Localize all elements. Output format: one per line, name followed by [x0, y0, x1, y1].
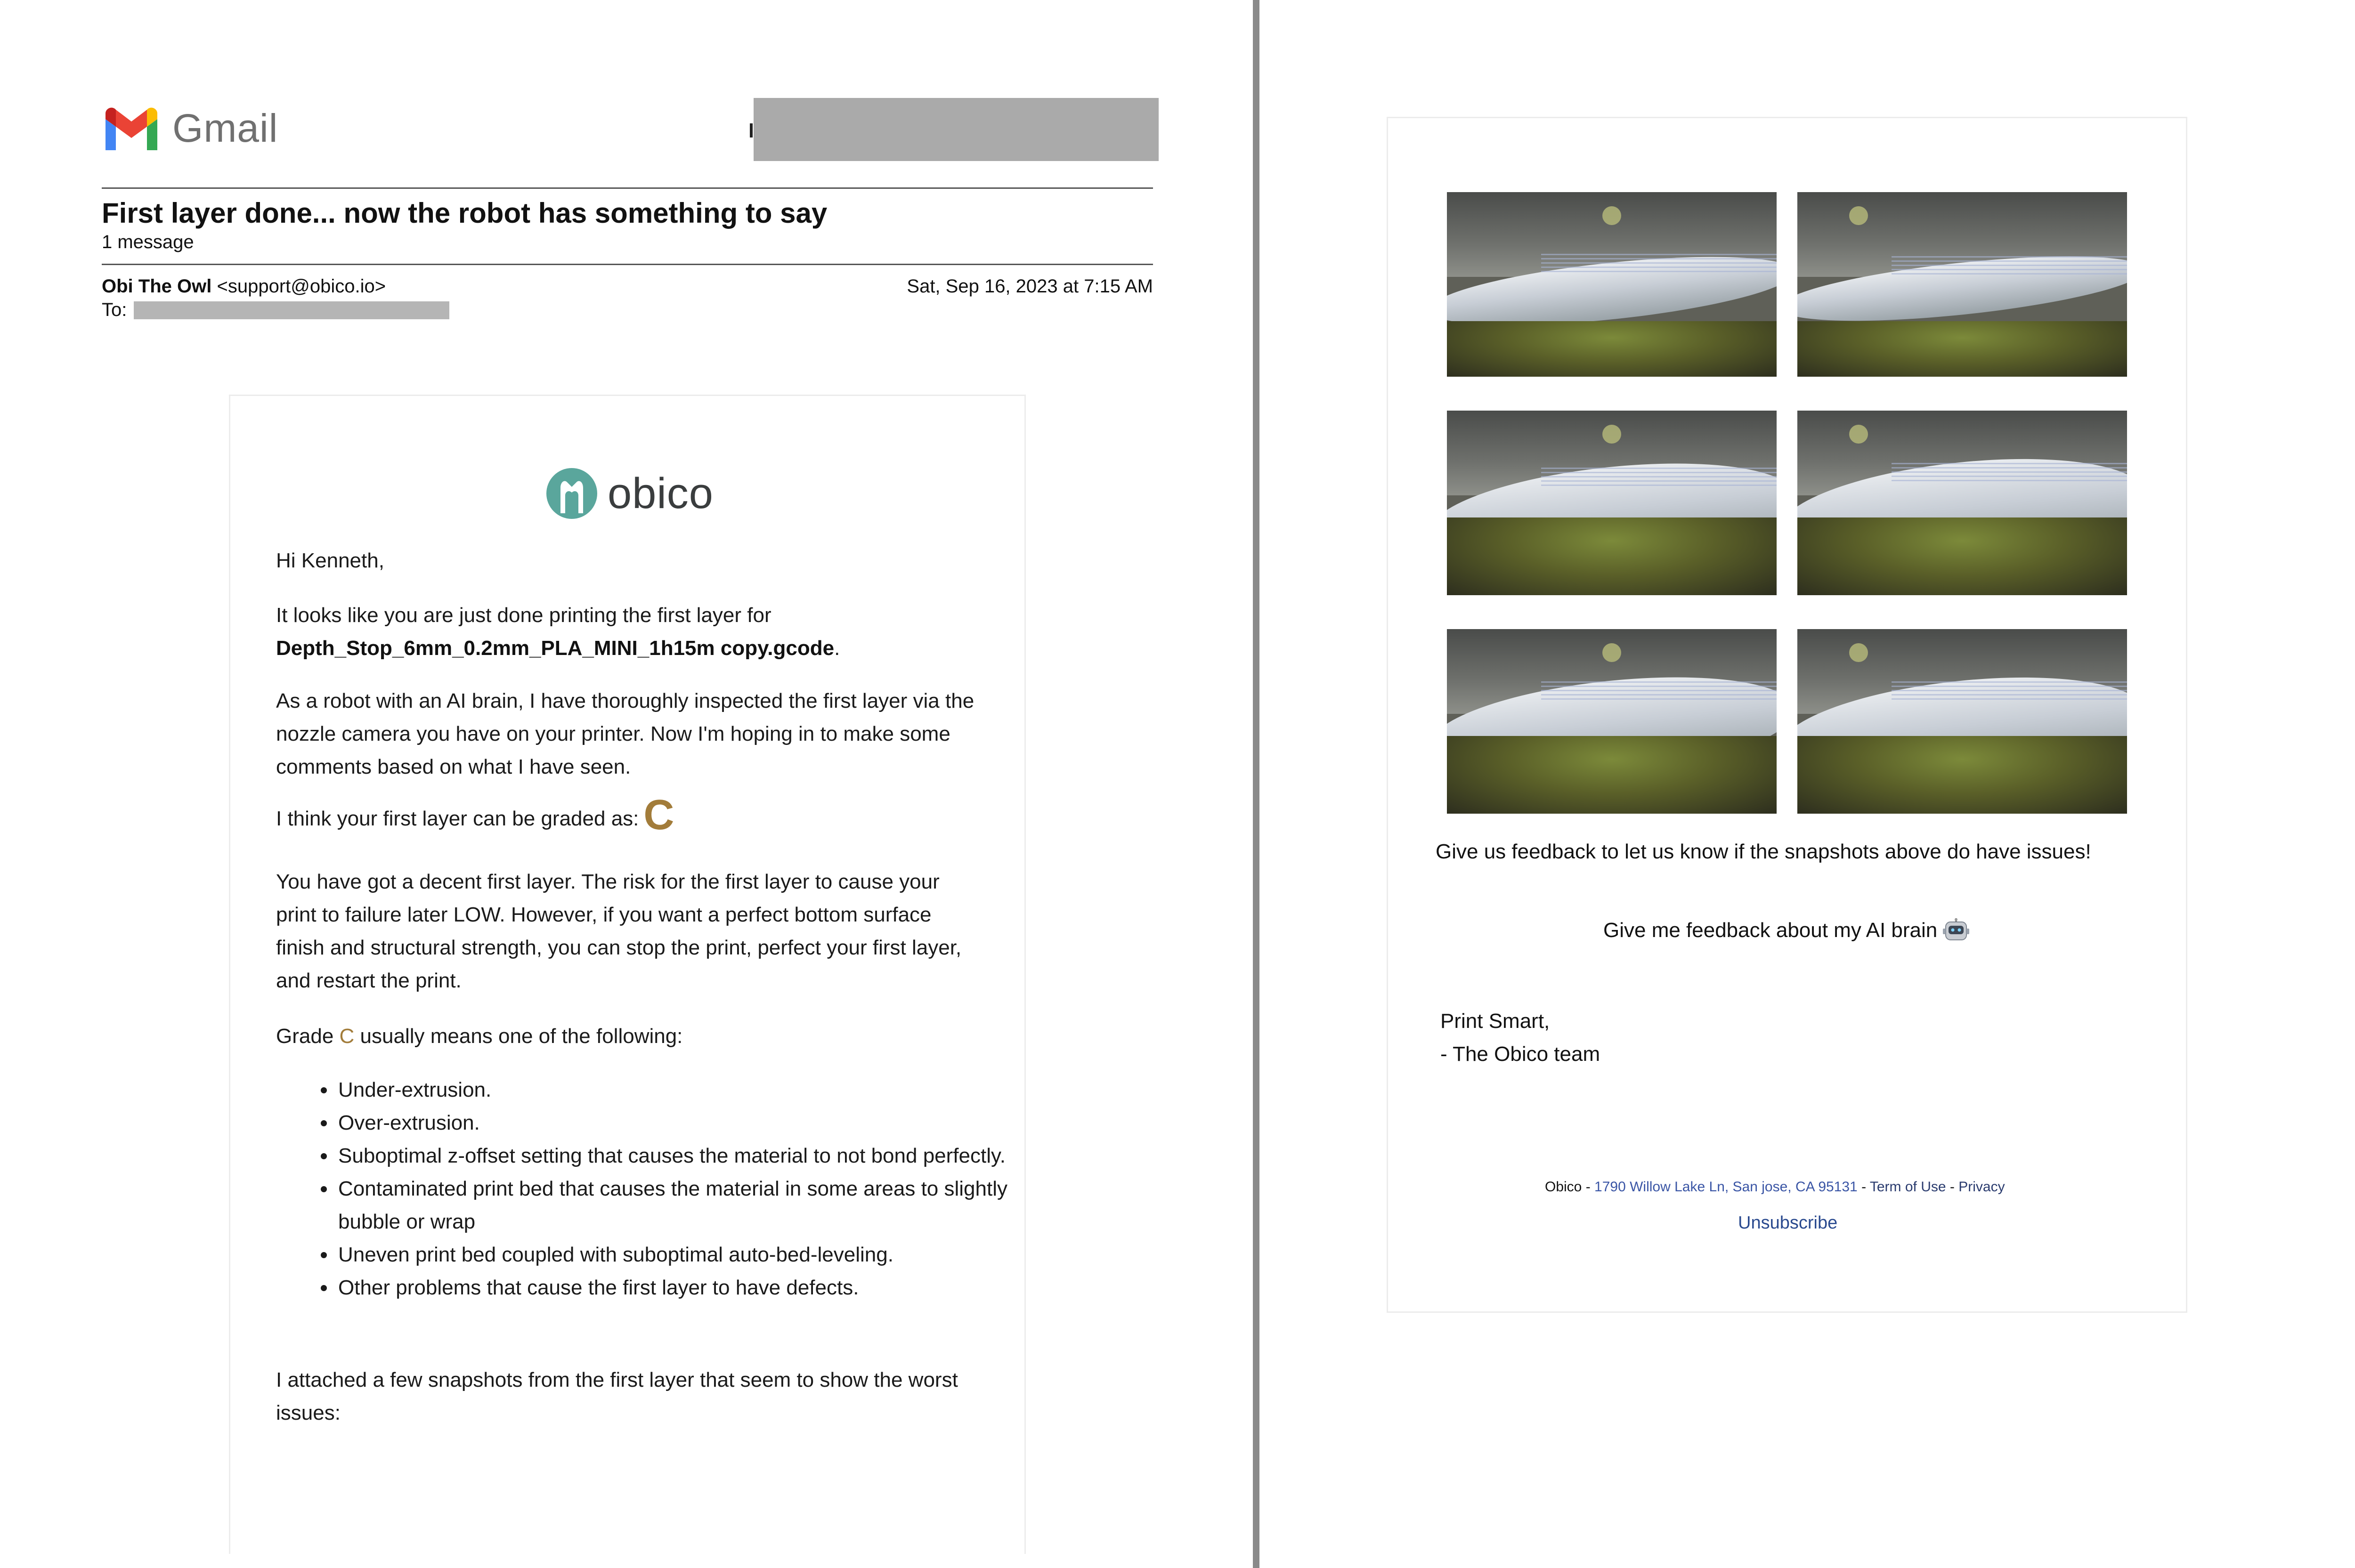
list-item: • Suboptimal z-offset setting that causes the material to not bond perfectly. — [336, 1140, 1043, 1172]
intro-text: It looks like you are just done printing the first layer for — [276, 604, 771, 627]
ai-feedback-link[interactable] — [1603, 918, 1969, 943]
snapshot-image[interactable] — [1797, 411, 2127, 595]
snapshot-image[interactable] — [1447, 629, 1777, 814]
footer-address-link[interactable]: 1790 Willow Lake Ln, San jose, CA 95131 — [1594, 1179, 1858, 1195]
grade-line — [276, 792, 983, 839]
signoff-line-2: - The Obico team — [1440, 1043, 1600, 1066]
intro-paragraph — [276, 599, 983, 665]
ai-feedback-label[interactable]: Give me feedback about my AI brain — [1603, 919, 1938, 942]
grade-means-suffix: usually means one of the following: — [360, 1025, 683, 1048]
robot-paragraph: As a robot with an AI brain, I have thoroughly inspected the first layer via the nozzle camera you have on your printer. Now I'm hoping in to make some comments based on what I have seen. — [276, 689, 974, 778]
redacted-recipient — [134, 301, 449, 319]
footer-terms-link[interactable]: Term of Use — [1869, 1179, 1946, 1195]
obico-logo — [546, 468, 714, 519]
footer-separator: - — [1946, 1179, 1959, 1195]
grade-inline-letter: C — [339, 1025, 355, 1048]
grade-means-prefix: Grade — [276, 1025, 334, 1048]
email-subject: First layer done... now the robot has something to say — [102, 197, 828, 229]
list-item: • Other problems that cause the first layer to have defects. — [336, 1271, 1043, 1304]
footer-separator: - — [1857, 1179, 1870, 1195]
subject-divider — [102, 264, 1153, 265]
redaction-mark — [750, 123, 753, 137]
redacted-account-box — [754, 98, 1159, 161]
list-item: • Under-extrusion. — [336, 1074, 1043, 1107]
signoff-line-1: Print Smart, — [1440, 1010, 1550, 1033]
footer-separator: - — [1582, 1179, 1595, 1195]
issues-list — [276, 1074, 1043, 1304]
footer-privacy-link[interactable]: Privacy — [1958, 1179, 2005, 1195]
sender-line — [102, 276, 386, 297]
message-count: 1 message — [102, 232, 194, 252]
header-divider — [102, 187, 1153, 189]
list-item: • Contaminated print bed that causes the material in some areas to slightly bubble or wrap — [336, 1172, 1043, 1238]
grade-paragraph: You have got a decent first layer. The risk for the first layer to cause your print to failure later LOW. However, if you want a perfect bottom surface finish and structural strength, you can stop the print, perfect your first layer, and restart the print. — [276, 870, 962, 992]
list-item: • Uneven print bed coupled with suboptimal auto-bed-leveling. — [336, 1238, 1043, 1271]
page-divider — [1253, 0, 1259, 1568]
obico-wordmark: obico — [608, 469, 714, 517]
sender-email[interactable]: <support@obico.io> — [217, 276, 386, 297]
email-date: Sat, Sep 16, 2023 at 7:15 AM — [907, 276, 1153, 297]
grade-means-line — [276, 1020, 983, 1053]
attached-paragraph: I attached a few snapshots from the first layer that seem to show the worst issues: — [276, 1368, 958, 1424]
snapshot-image[interactable] — [1447, 411, 1777, 595]
snapshot-image[interactable] — [1447, 192, 1777, 377]
grade-label: I think your first layer can be graded as: — [276, 807, 639, 830]
email-footer — [1545, 1179, 2005, 1195]
gmail-wordmark: Gmail — [172, 105, 278, 150]
greeting: Hi Kenneth, — [276, 549, 384, 572]
sender-name: Obi The Owl — [102, 276, 212, 297]
footer-company: Obico — [1545, 1179, 1582, 1195]
gmail-m-icon — [102, 106, 161, 150]
grade-letter: C — [643, 792, 674, 839]
robot-icon — [1943, 918, 1969, 943]
list-item: • Over-extrusion. — [336, 1107, 1043, 1140]
snapshot-image[interactable] — [1797, 629, 2127, 814]
snapshot-feedback-link[interactable]: Give us feedback to let us know if the snapshots above do have issues! — [1436, 840, 2091, 863]
unsubscribe-link[interactable]: Unsubscribe — [1738, 1213, 1838, 1233]
gcode-filename: Depth_Stop_6mm_0.2mm_PLA_MINI_1h15m copy.gcode — [276, 637, 835, 660]
to-label: To: — [102, 299, 127, 320]
obico-owl-icon — [546, 468, 597, 519]
snapshot-image[interactable] — [1797, 192, 2127, 377]
intro-period: . — [834, 637, 840, 660]
gmail-logo — [102, 105, 278, 152]
